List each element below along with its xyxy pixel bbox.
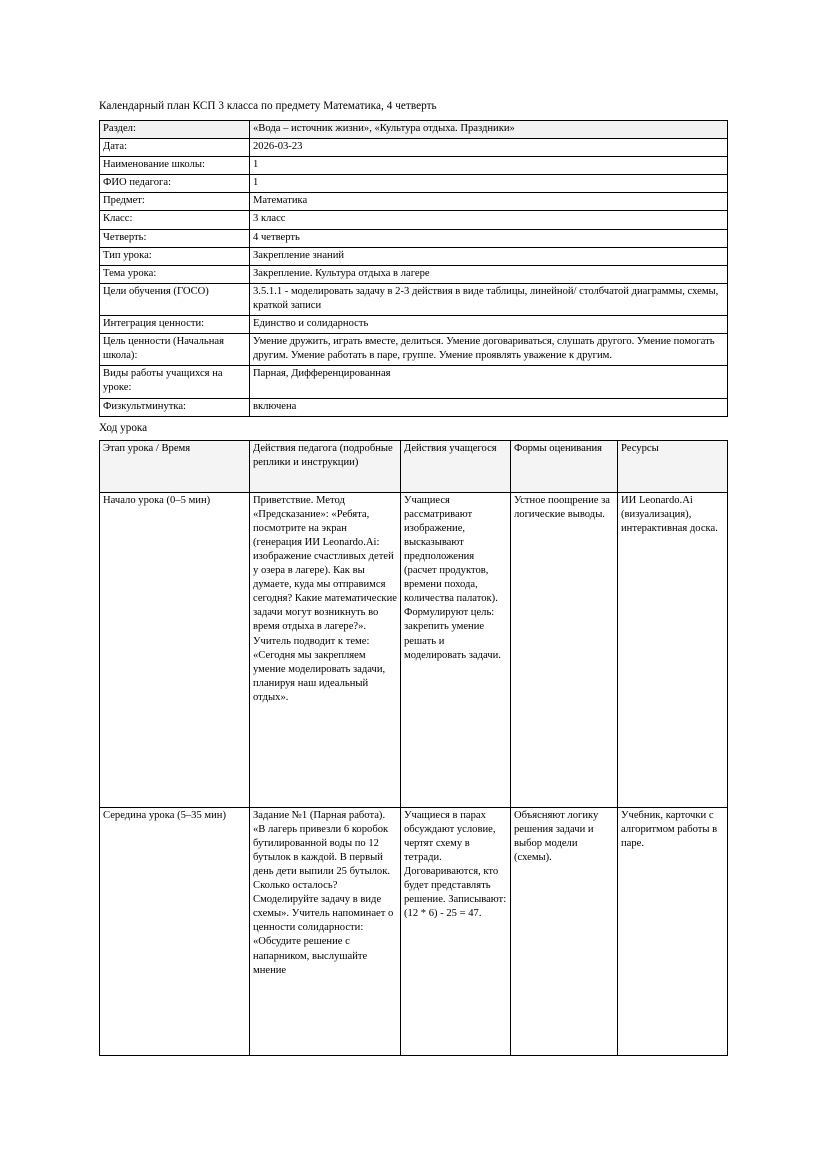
lesson-info-table (99, 120, 728, 417)
table-row (100, 139, 728, 157)
info-row-label: Виды работы учащихся на уроке: (100, 366, 250, 398)
assessment-cell: Устное поощрение за логические выводы. (511, 492, 618, 807)
table-row (100, 229, 728, 247)
info-row-label: Интеграция ценности: (100, 316, 250, 334)
lesson-flow-caption: Ход урока (99, 421, 148, 434)
info-row-value: 2026-03-23 (250, 139, 728, 157)
table-row (100, 366, 728, 398)
table-row (100, 398, 728, 416)
student-actions-cell: Учащиеся рассматривают изображение, высказывают предположения (расчет продуктов, времени похода, количества палаток). Формулируют цель: закрепить умение решать и моделировать задачи. (401, 492, 511, 807)
table-row (100, 247, 728, 265)
lesson-stage-cell: Середина урока (5–35 мин) (100, 807, 250, 1055)
info-row-label: Раздел: (100, 121, 250, 139)
table-row (100, 175, 728, 193)
info-row-value: 1 (250, 157, 728, 175)
table-row (100, 193, 728, 211)
table-row (100, 121, 728, 139)
info-row-value: Закрепление. Культура отдыха в лагере (250, 265, 728, 283)
info-row-value: 3.5.1.1 - моделировать задачу в 2-3 действия в виде таблицы, линейной/ столбчатой диаграммы, схемы, краткой записи (250, 283, 728, 315)
table-row (100, 807, 728, 1055)
table-row (100, 283, 728, 315)
info-row-label: Цель ценности (Начальная школа): (100, 334, 250, 366)
lesson-flow-table (99, 440, 728, 1056)
resources-cell: ИИ Leonardo.Ai (визуализация), интерактивная доска. (618, 492, 728, 807)
info-row-value: 3 класс (250, 211, 728, 229)
info-row-label: Тип урока: (100, 247, 250, 265)
resources-cell: Учебник, карточки с алгоритмом работы в паре. (618, 807, 728, 1055)
page-title: Календарный план КСП 3 класса по предмету Математика, 4 четверть (99, 100, 437, 112)
col-header-student-actions: Действия учащегося (401, 440, 511, 492)
student-actions-cell: Учащиеся в парах обсуждают условие, чертят схему в тетради. Договариваются, кто будет представлять решение. Записывают: (12 * 6) - 25 = 47. (401, 807, 511, 1055)
info-row-label: Дата: (100, 139, 250, 157)
info-row-label: Наименование школы: (100, 157, 250, 175)
info-row-label: Класс: (100, 211, 250, 229)
info-row-label: Четверть: (100, 229, 250, 247)
table-row (100, 316, 728, 334)
info-row-value: включена (250, 398, 728, 416)
lesson-flow-body (100, 492, 728, 1055)
info-row-label: Предмет: (100, 193, 250, 211)
table-row (100, 157, 728, 175)
info-row-value: «Вода – источник жизни», «Культура отдыха. Праздники» (250, 121, 728, 139)
col-header-resources: Ресурсы (618, 440, 728, 492)
info-row-value: Парная, Дифференцированная (250, 366, 728, 398)
info-row-label: Цели обучения (ГОСО) (100, 283, 250, 315)
info-row-value: 4 четверть (250, 229, 728, 247)
info-row-value: Умение дружить, играть вместе, делиться. Умение договариваться, слушать другого. Умение помогать другим. Умение работать в паре, группе. Умение проявлять уважение к другим. (250, 334, 728, 366)
teacher-actions-cell: Приветствие. Метод «Предсказание»: «Ребята, посмотрите на экран (генерация ИИ Leonardo.Ai: изображение счастливых детей у озера в лагере). Как вы думаете, куда мы отправимся сегодня? Какие математические задачи могут возникнуть во время отдыха в лагере?». Учитель подводит к теме: «Сегодня мы закрепляем умение моделировать задачи, планируя наш идеальный отдых». (250, 492, 401, 807)
col-header-teacher-actions: Действия педагога (подробные реплики и инструкции) (250, 440, 401, 492)
assessment-cell: Объясняют логику решения задачи и выбор модели (схемы). (511, 807, 618, 1055)
info-row-value: Закрепление знаний (250, 247, 728, 265)
lesson-flow-head (100, 440, 728, 492)
col-header-assessment: Формы оценивания (511, 440, 618, 492)
info-row-label: ФИО педагога: (100, 175, 250, 193)
teacher-actions-cell: Задание №1 (Парная работа). «В лагерь привезли 6 коробок бутилированной воды по 12 бутылок в каждой. В первый день дети выпили 25 бутылок. Сколько осталось? Смоделируйте задачу в виде схемы». Учитель напоминает о ценности солидарности: «Обсудите решение с напарником, выслушайте мнение (250, 807, 401, 1055)
info-row-value: Единство и солидарность (250, 316, 728, 334)
info-row-label: Физкультминутка: (100, 398, 250, 416)
table-row (100, 211, 728, 229)
info-row-value: Математика (250, 193, 728, 211)
info-row-label: Тема урока: (100, 265, 250, 283)
table-row (100, 265, 728, 283)
table-row (100, 492, 728, 807)
info-row-value: 1 (250, 175, 728, 193)
table-header-row (100, 440, 728, 492)
lesson-info-body (100, 121, 728, 417)
lesson-stage-cell: Начало урока (0–5 мин) (100, 492, 250, 807)
col-header-stage: Этап урока / Время (100, 440, 250, 492)
table-row (100, 334, 728, 366)
